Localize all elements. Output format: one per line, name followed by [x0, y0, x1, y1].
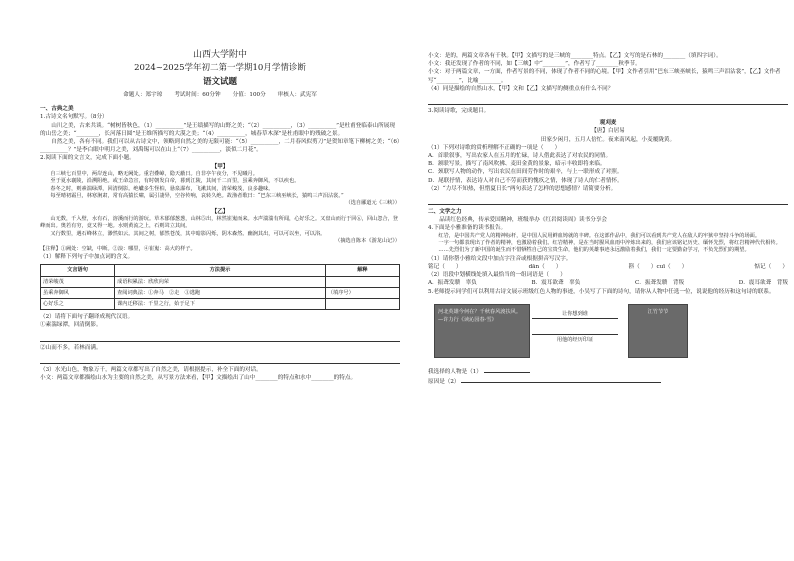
- passage-a-3: 春冬之时，则素湍绿潭，回清倒影。绝巘多生怪柏，悬泉瀑布，飞漱其间，清荣峻茂，良多趣味。: [50, 185, 274, 192]
- poem-author: 【唐】白居易: [591, 128, 625, 135]
- table-cell: 查阅词典法：①奔马 ②走 ③逃跑: [115, 287, 326, 298]
- question-4: 4.下面是小雅准备的读书报告。: [428, 225, 507, 232]
- question-4-1: （1）请你帮小雅给文段中加点字注音或根据拼音写汉字。: [428, 255, 572, 262]
- option-d[interactable]: D．震耳欲聋 背叛: [738, 280, 788, 287]
- answer-line[interactable]: [428, 195, 788, 205]
- answer-blank[interactable]: [461, 376, 661, 383]
- poem-title: 观刈麦: [599, 120, 617, 127]
- table-row: [41, 287, 400, 298]
- arrow-label-top: 让你想到谁: [532, 310, 618, 319]
- table-cell: 清荣峻茂: [41, 276, 115, 287]
- option-b[interactable]: B．震耳欲聋 辜负: [531, 280, 581, 287]
- question-5: 5.老师提示同学们可以利用古诗文展示班级红色人物的事迹，小吴写了下面的诗句，请你从人物中任选一位，说说他的经历和这句诗的联系。: [428, 288, 775, 295]
- answer-person: [428, 366, 788, 376]
- translate-2: ②山而不多，若林而满。: [40, 344, 102, 351]
- passage-b-1: 山无数，千入壁，水有石，溶溪而行的游玩。草木郁郁葱葱，山林⑤出，林然崔嵬而来。水声湍湍有所闻，心好乐之。又盘山而行于回⑥，回山忽合，登峰而出。奥若有穷，竟又得一地。水则黄流之上，石则耸立其间。: [40, 216, 398, 230]
- report-para-2: 一字一句都表现出了作者的精神，也激励着我们。红岩精神，是在当时腥风血雨中淬炼出来的，我们应该铭记历史、缅怀先烈，将红岩精神代代相传。: [438, 240, 781, 247]
- portrait-card: 江竹节节: [628, 304, 688, 358]
- option-b[interactable]: B．颔联写景，描写了南风吹拂、麦田金黄的景象，暗示丰收即将来临。: [428, 161, 606, 168]
- right-column: [428, 52, 788, 386]
- translate-1: ①素湍绿潭，回清倒影。: [40, 322, 102, 329]
- answer-person-label: 我选择的人物是（1）: [428, 368, 482, 375]
- poem-card: 河北英雄今何在？千秋春风渡扶风。—许力行《读沁园春·雪》: [434, 304, 530, 358]
- table-header: 解释: [325, 265, 399, 276]
- answer-line[interactable]: [428, 95, 788, 105]
- passage-a-source: （选自郦道元《三峡》）: [345, 200, 400, 207]
- pinyin-item[interactable]: 斟（ ）cuī（ ）: [628, 264, 688, 271]
- pinyin-item[interactable]: 铭记（ ）: [428, 264, 462, 271]
- exam-term: 2024~2025学年初二第一学期10月学情诊断: [134, 63, 306, 73]
- section-2-intro: 品读红色经典，传承爱国精神，班级举办《红岩阅读周》读书分享会: [439, 217, 608, 224]
- question-3-1: （1）下列对诗歌的赏析理解不正确的一项是（ ）: [428, 144, 561, 151]
- section-2-title: 二、文学之力: [428, 209, 462, 216]
- option-c[interactable]: C．颈联写人物的动作，写出农民在田间劳作时的艰辛，与上一联形成了对照。: [428, 169, 623, 176]
- dialog-1: 小文：两篇文章都描绘山水为主要的自然之美，从写景方法来看，【甲】文描绘出了山中________的特点和水中________的特点。: [40, 374, 357, 381]
- option-d[interactable]: D．尾联抒情，表达诗人对自己不劳而获的愧疚之情，体现了诗人的仁者情怀。: [428, 177, 623, 184]
- table-cell: 成语积累法：欣欣向荣: [115, 276, 326, 287]
- q1-para-1: 山川之美，古来共谈。“树树皆秋色，（1）__________”是王绩描写的山野之美；“（2）__________，（3）__________”是杜甫登临泰山所展现的山岳之美；“________，长河落日圆”是王维所描写的大漠之美；“（4）__________，城春草木深”是杜甫眼中的残破之景。: [40, 122, 395, 137]
- question-4-2: （2）语段中划横线处填入最恰当的一组词语是（ ）: [428, 272, 566, 279]
- answer-cell[interactable]: [325, 276, 399, 287]
- poem-body: 田家少闲月，五月人倍忙。夜来南风起，小麦覆陇黄。: [540, 136, 676, 143]
- passage-a-4: 每至晴初霜旦，林寒涧肃，常有高猿长啸，属引凄异，空谷传响，哀转久绝。故渔者歌曰：“巴东三峡巫峡长，猿鸣三声泪沾裳。”: [50, 193, 344, 200]
- q1-para-2: 自然之美，各有不同。我们可以从古诗文中，领略到自然之美的无限可能：“（5）__________，二月春风似剪刀”是贺知章笔下柳树之美；“（6）__________？”是李白眼中明月之美，刘禹锡可以在山上“（7）__________，淡似二月花”。: [40, 139, 400, 154]
- passage-a-title: 【甲】: [211, 163, 229, 170]
- table-header: 文言语句: [41, 265, 115, 276]
- answer-line[interactable]: [40, 354, 400, 364]
- options-row: [428, 279, 788, 287]
- meta-reviewer: 审核人：武宪军: [277, 92, 317, 98]
- passage-b-2: 又行数里，遇石峰林立，渺然如云。其间之树，郁然苍茂，其中暗影闪烁，阴木森然。幽涧其出，可以可以坐，可以浴。: [50, 230, 326, 237]
- arrow-label-bottom: 用他的经历印证: [532, 334, 618, 344]
- answer-reason-label: 原因是（2）: [428, 379, 460, 386]
- pinyin-item[interactable]: 惦记（ ）: [754, 264, 788, 271]
- table-cell: 虽乘奔御风: [41, 287, 115, 298]
- meta-score: 分值：100分: [232, 92, 266, 98]
- passage-note: 【注释】①阙处：空缺，中断。②浪：哪里，④崔嵬：高大的样子。: [40, 245, 196, 252]
- table-header: 方法提示: [115, 265, 326, 276]
- dialog-2: 小文：是的，两篇文章各有千秋。【甲】文描写的是三峡的________特点。【乙】文写的是石林的________（填四字词）。: [428, 53, 722, 59]
- passage-b-source: （摘选自陈本《游龙山记》）: [335, 238, 400, 245]
- table-row: [41, 276, 400, 287]
- question-2-3: （3）水光山色，物象万千，两篇文章都写出了自然之美，请根据提示，补全下面的对话。: [40, 366, 262, 373]
- answer-blank[interactable]: [484, 366, 530, 373]
- passage-b-title: 【乙】: [211, 208, 229, 215]
- illustration: [428, 300, 788, 362]
- option-a[interactable]: A．振聋发聩 辜负: [428, 280, 477, 287]
- exam-subject: 语文试题: [202, 77, 237, 87]
- question-2-2: （2）请将下面句子翻译成现代汉语。: [40, 314, 134, 321]
- report-para-1: 红岩，是中国共产党人的精神标杆，是中国人民用鲜血铸就的丰碑。在这部作品中，我们可以看到共产党人在敌人的牢狱中坚持斗争的场面。: [438, 232, 761, 239]
- question-2: 2.阅读下面的文言文，完成下面小题。: [40, 155, 135, 162]
- report-para-3: ……先烈们为了新中国的诞生而不惜牺牲自己的宝贵生命，他们的英雄事迹永远激励着我们，我们一定要勤奋学习，不负先烈们的期望。: [438, 247, 750, 254]
- table-cell: 心好乐之: [41, 298, 115, 309]
- table-cell: 课内迁移法：千里之行，始于足下: [115, 298, 326, 309]
- dialog-4: 小文：对于两篇文章，一方面，作者写景的不同，体现了作者不同的心境。【甲】文作者引用“巴东三峡巫峡长，猿鸣三声泪沾裳”，【乙】文作者写“________”，比喻________。: [428, 69, 781, 84]
- section-1-title: 一、古典之美: [40, 106, 74, 113]
- exam-meta: [40, 91, 400, 99]
- pinyin-row: [428, 263, 788, 271]
- left-column: [40, 50, 400, 382]
- pinyin-item[interactable]: dān（ ）: [528, 264, 562, 271]
- school-name: 山西大学附中: [192, 50, 247, 60]
- dialog-3: 小文：我还发现了作者的不同，如【三峡】中“________”，作者写了________秋季节。: [428, 61, 641, 68]
- question-2-4: （4）同是描绘的自然山水，【甲】文和【乙】文描写的侧重点有什么不同？: [428, 85, 614, 92]
- question-1: 1.古诗文名句默写。（8分）: [40, 114, 108, 121]
- passage-a-2: 至于夏水襄陵，沿溯阻绝。或王命急宣，有时朝发白帝，暮到江陵，其间千二百里，虽乘奔御风，不以疾也。: [50, 178, 300, 185]
- option-c[interactable]: C．振聋发聩 背叛: [635, 280, 685, 287]
- answer-cell[interactable]: [325, 298, 399, 309]
- answer-line[interactable]: [40, 332, 400, 342]
- question-3: 3.阅读诗歌，完成题目。: [428, 108, 490, 115]
- question-2-1: （1）解释下列句子中加点词的含义。: [40, 254, 134, 261]
- passage-a-1: 自三峡七百里中，两岸连山，略无阙处。重岩叠嶂，隐天蔽日。自非亭午夜分，不见曦月。: [50, 170, 258, 177]
- answer-cell[interactable]: （填序号）: [325, 287, 399, 298]
- meta-setter: 命题人：郑宇琼: [123, 92, 163, 98]
- answer-reason: [428, 376, 788, 386]
- table-row: [41, 298, 400, 309]
- meta-time: 考试时间：60分钟: [174, 92, 221, 98]
- option-a[interactable]: A．首联叙事，写出农家人在五月的忙碌，诗人借此表达了对农民的同情。: [428, 153, 612, 160]
- word-table: [40, 264, 400, 310]
- question-3-2: （2）“力尽不知热，但惜夏日长”两句表达了怎样的思想感情？请简要分析。: [428, 185, 617, 192]
